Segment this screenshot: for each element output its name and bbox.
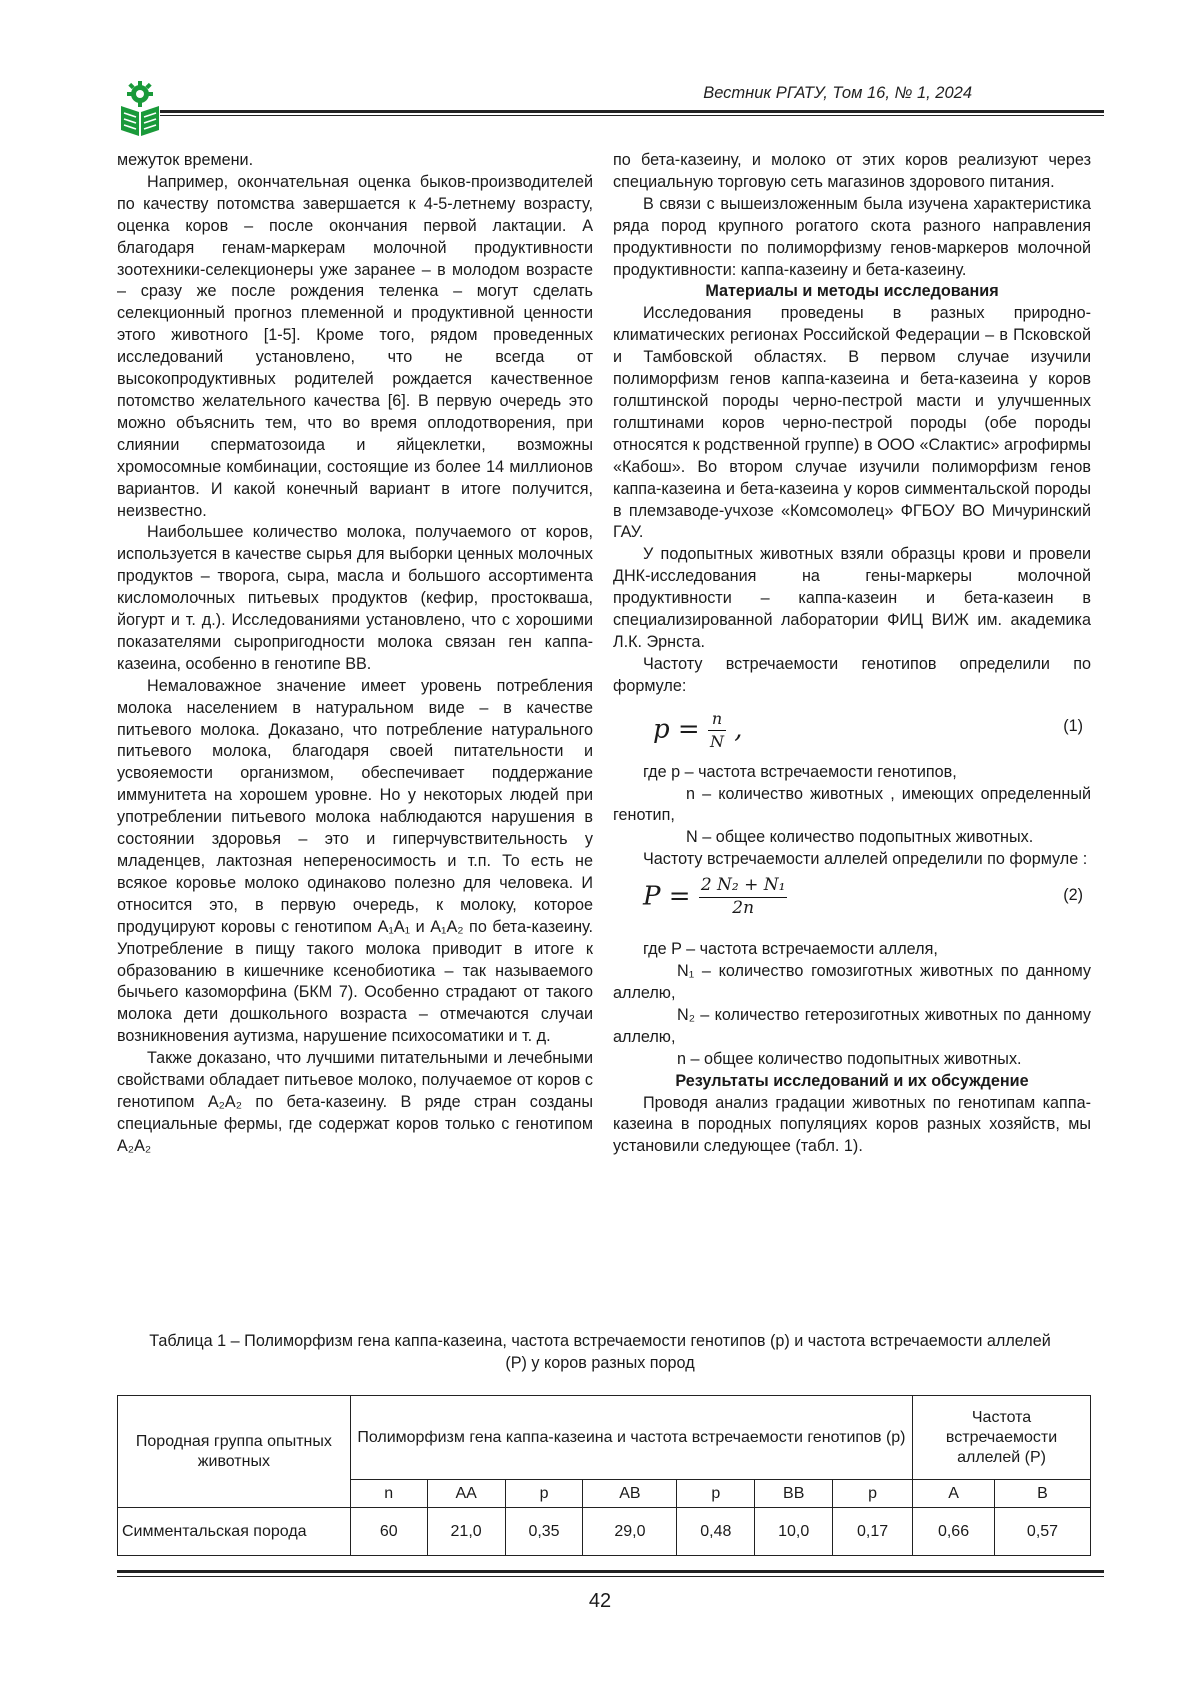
definition-P: где P – частота встречаемости аллеля, <box>643 940 938 959</box>
table-row <box>118 1508 1091 1556</box>
table-subheader: BB <box>755 1480 833 1508</box>
table-cell: 0,66 <box>913 1508 995 1556</box>
formula-2-number: (2) <box>1063 886 1083 905</box>
definition-N2: N₂ – количество гетерозиготных животных по данному аллелю, <box>613 1005 1091 1046</box>
table-header-poly: Полиморфизм гена каппа-казеина и частота встречаемости генотипов (p) <box>350 1396 912 1480</box>
footer-rule-thin <box>117 1576 1104 1577</box>
table-cell: 10,0 <box>755 1508 833 1556</box>
table-subheader: B <box>995 1480 1091 1508</box>
table-cell: 0,17 <box>833 1508 913 1556</box>
right-column <box>613 150 1091 1158</box>
table-subheader: AA <box>427 1480 505 1508</box>
paragraph: У подопытных животных взяли образцы крови и провели ДНК-исследования на гены-маркеры молочной продуктивности – каппа-казеин и бета-казеин в специализированной лаборатории ФИЦ ВИЖ им. академика Л.К. Эрнста. <box>613 545 1091 651</box>
table-1 <box>117 1395 1091 1556</box>
formula-2-numerator: 2 N₂ + N₁ <box>699 875 788 898</box>
paragraph: Также доказано, что лучшими питательными и лечебными свойствами обладает питьевое молоко, получаемое от коров с генотипом А₂А₂ по бета-казеину. В ряде стран созданы специальные фермы, где содержат коров только с генотипом А₂А₂ <box>117 1049 593 1155</box>
paragraph: межуток времени. <box>117 151 254 169</box>
table-cell: 60 <box>350 1508 427 1556</box>
left-column <box>117 150 593 1158</box>
section-heading-results: Результаты исследований и их обсуждение <box>675 1071 1029 1090</box>
formula-2-fraction <box>699 875 788 920</box>
table-subheader: p <box>677 1480 755 1508</box>
formula-1-comma: , <box>734 714 743 745</box>
table-subheader: A <box>913 1480 995 1508</box>
table-cell: 0,48 <box>677 1508 755 1556</box>
formula-1 <box>613 704 1091 758</box>
book-gear-logo-icon <box>118 80 162 138</box>
footer-rule <box>117 1570 1104 1573</box>
definition-n: n – количество животных , имеющих определенный генотип, <box>613 784 1091 825</box>
definition-N1: N₁ – количество гомозиготных животных по данному аллелю, <box>613 962 1091 1002</box>
definition-n-total: n – общее количество подопытных животных. <box>677 1049 1022 1068</box>
paragraph: Частоту встречаемости аллелей определили по формуле : <box>643 850 1088 869</box>
table-header-row <box>118 1396 1091 1480</box>
table-subheader: n <box>350 1480 427 1508</box>
journal-header: Вестник РГАТУ, Том 16, № 1, 2024 <box>703 84 972 102</box>
table-subheader: AB <box>583 1480 677 1508</box>
page-number: 42 <box>588 1590 612 1612</box>
formula-1-expression <box>653 708 743 753</box>
paragraph: Частоту встречаемости генотипов определили по формуле: <box>613 654 1091 695</box>
header-rule <box>160 110 1104 113</box>
table-cell: 29,0 <box>583 1508 677 1556</box>
formula-2 <box>613 873 1091 935</box>
formula-2-denominator: 2n <box>732 898 755 919</box>
formula-2-expression <box>643 875 787 920</box>
formula-1-lhs: p = <box>653 714 700 745</box>
formula-1-fraction <box>708 708 726 753</box>
paragraph: Наибольшее количество молока, получаемого от коров, используется в качестве сырья для выборки ценных молочных продуктов – творога, сыра, масла и большого ассортимента кисломолочных питьевых продуктов (кефир, простокваша, йогурт и т. д.). Исследованиями установлено, что с хорошими показателями сыропригодности молока связан ген каппа-казеина, особенно в генотипе BB. <box>117 523 593 673</box>
table-cell: 0,57 <box>995 1508 1091 1556</box>
table-cell: 0,35 <box>505 1508 583 1556</box>
paragraph: Исследования проведены в разных природно-климатических регионах Российской Федерации – в Псковской и Тамбовской областях. В первом случае изучили полиморфизм генов каппа-казеина и бета-казеина у коров голштинской породы черно-пестрой масти и улучшенных голштинами коров черно-пестрой породы (обе породы относятся к родственной группе) в ООО «Слактис» агрофирмы «Кабош». Во втором случае изучили полиморфизм генов каппа-казеина и бета-казеина у коров симментальской породы в племзаводе-учхозе «Комсомолец» ФГБОУ ВО Мичуринский ГАУ. <box>613 304 1091 542</box>
table-subheader: p <box>833 1480 913 1508</box>
table-cell-group: Симментальская порода <box>118 1508 351 1556</box>
header-rule-thin <box>160 115 1104 116</box>
table-caption: Таблица 1 – Полиморфизм гена каппа-казеина, частота встречаемости генотипов (p) и частота встречаемости аллелей (P) у коров разных пород <box>149 1332 1051 1372</box>
table-cell: 21,0 <box>427 1508 505 1556</box>
table-header-group: Породная группа опытных животных <box>118 1396 351 1508</box>
formula-1-denominator: N <box>709 731 724 751</box>
formula-1-number: (1) <box>1063 716 1083 735</box>
definition-p: где p – частота встречаемости генотипов, <box>643 762 957 781</box>
paragraph: по бета-казеину, и молоко от этих коров реализуют через специальную торговую сеть магазинов здорового питания. <box>613 151 1091 191</box>
table-header-freq: Частота встречаемости аллелей (P) <box>913 1396 1091 1480</box>
table-subheader: p <box>505 1480 583 1508</box>
paragraph: В связи с вышеизложенным была изучена характеристика ряда пород крупного рогатого скота разного направления продуктивности по полиморфизму генов-маркеров молочной продуктивности: каппа-казеину и бета-казеину. <box>613 194 1091 279</box>
paragraph: Проводя анализ градации животных по генотипам каппа-казеина в породных популяциях коров разных хозяйств, мы установили следующее (табл. 1). <box>613 1093 1091 1156</box>
paragraph: Например, окончательная оценка быков-производителей по качеству потомства завершается к 4-5-летнему возрасту, оценка коров – после окончания первой лактации. А благодаря генам-маркерам молочной продуктивности зоотехники-селекционеры уже заранее – в молодом возрасте – сразу же после рождения теленка – могут сделать селекционный прогноз племенной и продуктивной ценности этого животного [1-5]. Кроме того, рядом проведенных исследований установлено, что не всегда от высокопродуктивных родителей рождается качественное потомство желательного качества [6]. В первую очередь это можно объяснить тем, что во время оплодотворения, при слиянии сперматозоида и яйцеклетки, возможны хромосомные комбинации, состоящие из более 14 миллионов вариантов. И какой конечный вариант в итоге получится, неизвестно. <box>117 172 593 520</box>
definition-N: N – общее количество подопытных животных. <box>686 828 1034 847</box>
formula-1-numerator: n <box>708 708 726 731</box>
paragraph: Немаловажное значение имеет уровень потребления молока населением в натуральном виде – в качестве питьевого молока. Доказано, что потребление натурального питьевого молока, благодаря своей питательности и усвояемости организмом, обеспечивает поддержание иммунитета на хорошем уровне. Но у некоторых людей при употреблении питьевого молока наблюдаются нарушения в состоянии здоровья – это и гиперчувствительность у младенцев, лактозная непереносимость и т.п. То есть не всякое коровье молоко одинаково полезно для человека. И относится это, в первую очередь, к молоку, которое продуцируют коровы с генотипом А₁А₁ и А₁А₂ по бета-казеину. Употребление в пищу такого молока приводит в итоге к образованию в кишечнике ксенобиотика – так называемого бычьего казоморфина (БКМ 7). Особенно страдают от такого молока дети дошкольного возраста – отмечаются случаи возникновения аутизма, нарушение психосоматики и т. д. <box>117 676 593 1046</box>
formula-2-lhs: P = <box>643 881 691 912</box>
section-heading-methods: Материалы и методы исследования <box>705 282 999 301</box>
